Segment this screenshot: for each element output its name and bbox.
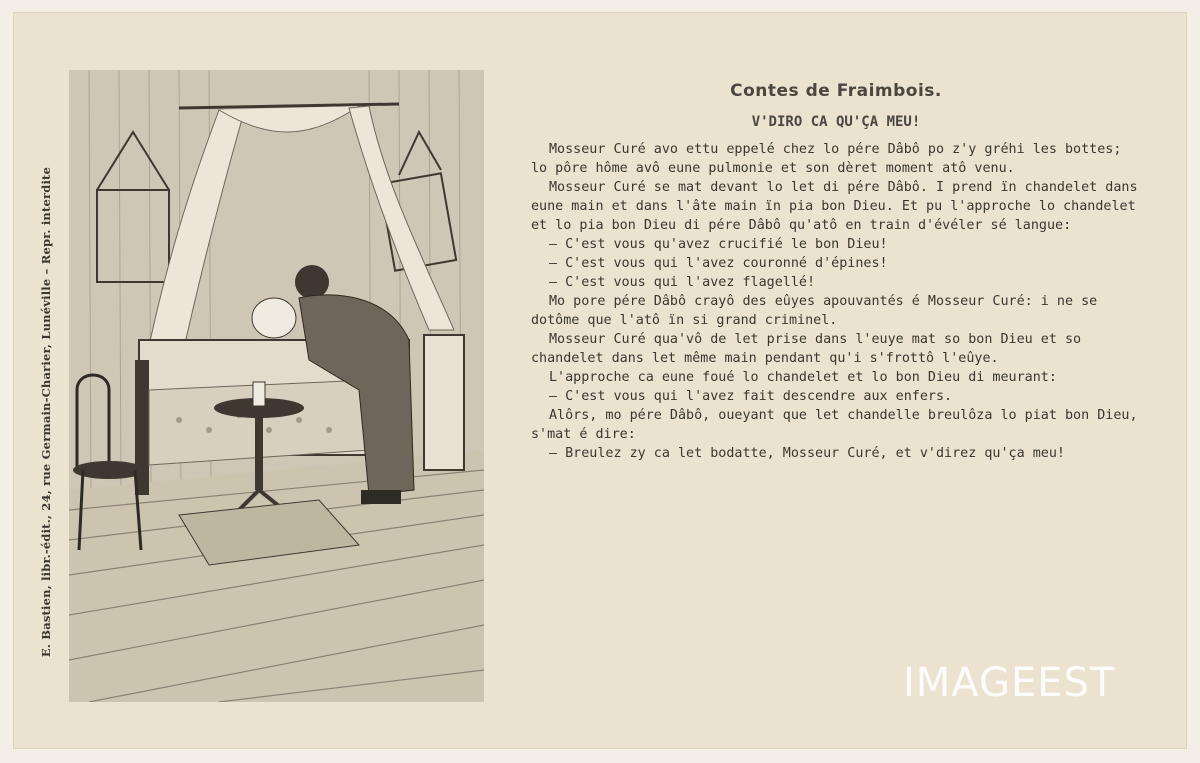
illustration-bedside-scene <box>69 70 484 702</box>
page-title: Contes de Fraimbois. <box>730 81 942 101</box>
dialogue-line: — Breulez zy ca let bodatte, Mosseur Curé, et v'direz qu'ça meu! <box>549 446 1065 461</box>
dialogue-line: — C'est vous qui l'avez flagellé! <box>549 275 816 290</box>
story-title: V'DIRO CA QU'ÇA MEU! <box>751 114 921 130</box>
story-text <box>531 82 1141 463</box>
watermark-logo: IMAGEEST <box>903 660 1116 706</box>
publisher-credit: E. Bastien, libr.-édit., 24, rue Germain-Charier, Lunéville – Repr. interdite <box>39 166 53 658</box>
paragraph: Mo pore pére Dâbô crayô des eûyes apouvantés é Mosseur Curé: i ne se dotôme que l'atô ïn si grand criminel. <box>531 294 1098 328</box>
dialogue-line: — C'est vous qui l'avez couronné d'épines! <box>549 256 888 271</box>
dialogue-line: — C'est vous qui l'avez fait descendre aux enfers. <box>549 389 953 404</box>
paragraph: Mosseur Curé qua'vô de let prise dans l'euye mat so bon Dieu et so chandelet dans let même main pendant qu'i s'frottô l'eûye. <box>531 332 1082 366</box>
paragraph: L'approche ca eune foué lo chandelet et lo bon Dieu di meurant: <box>549 370 1057 385</box>
dialogue-line: — C'est vous qu'avez crucifié le bon Dieu! <box>549 237 888 252</box>
paragraph: Mosseur Curé avo ettu eppelé chez lo pére Dâbô po z'y gréhi les bottes; lo pôre hôme avô eune pulmonie et son dèret moment atô venu. <box>531 142 1122 176</box>
bedroom-drawing <box>69 70 484 702</box>
postcard <box>13 12 1187 749</box>
paragraph: Alôrs, mo pére Dâbô, oueyant que let chandelle breulôza lo piat bon Dieu, s'mat é dire: <box>531 408 1138 442</box>
paragraph: Mosseur Curé se mat devant lo let di pére Dâbô. I prend ïn chandelet dans eune main et dans l'âte main ïn pia bon Dieu. Et pu l'approche lo chandelet et lo pia bon Dieu di pére Dâbô qu'atô en train d'évéler sé langue: <box>531 180 1138 233</box>
